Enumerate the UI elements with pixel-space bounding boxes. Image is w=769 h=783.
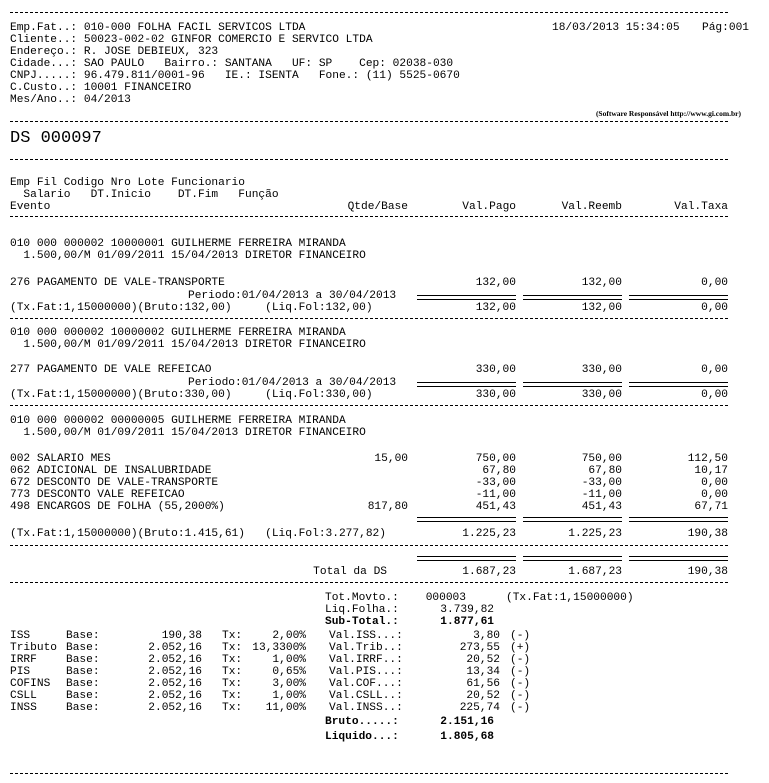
tax-val: 225,74 — [459, 702, 500, 714]
tax-base: 2.052,16 — [148, 702, 202, 714]
double-rule — [523, 556, 622, 561]
employee-line: 010 000 000002 10000002 GUILHERME FERREIRA MIRANDA — [10, 327, 346, 339]
tax-tx: 11,00% — [265, 702, 306, 714]
bottom-divider — [10, 773, 728, 774]
event-name: 277 PAGAMENTO DE VALE REFEICAO — [10, 364, 212, 376]
tax-name: PIS — [10, 666, 31, 678]
event-name: 276 PAGAMENTO DE VALE-TRANSPORTE — [10, 277, 225, 289]
liq-folha-value: 3.739,82 — [440, 604, 494, 616]
event-reemb: 451,43 — [581, 501, 622, 513]
tax-name: CSLL — [10, 690, 37, 702]
total-taxa: 190,38 — [687, 528, 728, 540]
tax-tx: 1,00% — [272, 654, 306, 666]
double-rule — [629, 517, 728, 522]
event-reemb: -11,00 — [581, 489, 622, 501]
tax-tx: 1,00% — [272, 690, 306, 702]
double-rule — [523, 295, 622, 300]
event-pago: 132,00 — [475, 277, 516, 289]
page-number: Pág:001 — [702, 22, 749, 34]
event-taxa: 0,00 — [701, 477, 728, 489]
tax-val: 3,80 — [473, 630, 500, 642]
total-taxa: 0,00 — [701, 389, 728, 401]
total-ds-reemb: 1.687,23 — [568, 566, 622, 578]
top-divider — [10, 12, 728, 13]
double-rule — [417, 517, 516, 522]
block-summary: (Tx.Fat:1,15000000)(Bruto:132,00) (Liq.Fol:132,00) — [10, 302, 373, 314]
tax-sign: (-) — [510, 630, 531, 642]
tax-tx-label: Tx: — [222, 654, 243, 666]
total-taxa: 0,00 — [701, 302, 728, 314]
event-taxa: 0,00 — [701, 489, 728, 501]
divider — [10, 216, 728, 217]
period-line: Periodo:01/04/2013 a 30/04/2013 — [188, 290, 397, 302]
col-header-taxa: Val.Taxa — [674, 201, 728, 213]
total-reemb: 132,00 — [581, 302, 622, 314]
event-reemb: 67,80 — [588, 465, 622, 477]
double-rule — [523, 382, 622, 387]
event-reemb: 330,00 — [581, 364, 622, 376]
emp-fat-line: Emp.Fat..: 010-000 FOLHA FACIL SERVICOS LTDA — [10, 22, 306, 34]
total-ds-taxa: 190,38 — [687, 566, 728, 578]
tx-fat: (Tx.Fat:1,15000000) — [506, 592, 634, 604]
col-header-reemb: Val.Reemb — [561, 201, 622, 213]
tax-val: 20,52 — [466, 654, 500, 666]
tax-tx-label: Tx: — [222, 630, 243, 642]
tax-base: 2.052,16 — [148, 654, 202, 666]
tax-tx-label: Tx: — [222, 690, 243, 702]
tax-base: 2.052,16 — [148, 690, 202, 702]
double-rule — [417, 295, 516, 300]
tax-sign: (-) — [510, 702, 531, 714]
event-pago: 330,00 — [475, 364, 516, 376]
subtotal-label: Sub-Total.: — [325, 616, 399, 628]
event-pago: -33,00 — [475, 477, 516, 489]
double-rule — [417, 556, 516, 561]
event-taxa: 0,00 — [701, 277, 728, 289]
tax-vlabel: Val.INSS..: — [329, 702, 403, 714]
salary-line: 1.500,00/M 01/09/2011 15/04/2013 DIRETOR FINANCEIRO — [10, 250, 366, 262]
tax-name: IRRF — [10, 654, 37, 666]
col-header-evento: Evento — [10, 201, 51, 213]
col-header-qtde: Qtde/Base — [347, 201, 408, 213]
tax-tx-label: Tx: — [222, 702, 243, 714]
event-reemb: -33,00 — [581, 477, 622, 489]
col-header-line2: Salario DT.Inicio DT.Fim Função — [10, 189, 279, 201]
event-reemb: 750,00 — [581, 453, 622, 465]
liq-folha-label: Liq.Folha.: — [325, 604, 399, 616]
liquido-label: Liquido...: — [325, 731, 399, 743]
total-reemb: 1.225,23 — [568, 528, 622, 540]
tax-base-label: Base: — [66, 702, 100, 714]
event-taxa: 0,00 — [701, 364, 728, 376]
tax-name: COFINS — [10, 678, 51, 690]
event-taxa: 67,71 — [694, 501, 728, 513]
block-summary: (Tx.Fat:1,15000000)(Bruto:330,00) (Liq.Fol:330,00) — [10, 389, 373, 401]
bruto-label: Bruto.....: — [325, 716, 399, 728]
tax-val: 20,52 — [466, 690, 500, 702]
tax-base: 2.052,16 — [148, 642, 202, 654]
tax-sign: (+) — [510, 642, 531, 654]
employee-line: 010 000 000002 00000005 GUILHERME FERREIRA MIRANDA — [10, 415, 346, 427]
cost-center-line: C.Custo..: 10001 FINANCEIRO — [10, 82, 192, 94]
report-datetime: 18/03/2013 15:34:05 — [552, 22, 680, 34]
tax-base-label: Base: — [66, 666, 100, 678]
subtotal-value: 1.877,61 — [440, 616, 494, 628]
divider — [10, 405, 728, 406]
city-line: Cidade...: SAO PAULO Bairro.: SANTANA UF: SP Cep: 02038-030 — [10, 58, 454, 70]
tax-sign: (-) — [510, 690, 531, 702]
total-ds-pago: 1.687,23 — [462, 566, 516, 578]
tax-tx: 2,00% — [272, 630, 306, 642]
event-name: 672 DESCONTO DE VALE-TRANSPORTE — [10, 477, 219, 489]
tax-sign: (-) — [510, 678, 531, 690]
double-rule — [417, 382, 516, 387]
tax-base: 2.052,16 — [148, 666, 202, 678]
cnpj-line: CNPJ.....: 96.479.811/0001-96 IE.: ISENTA Fone.: (11) 5525-0670 — [10, 70, 460, 82]
double-rule — [629, 556, 728, 561]
tax-sign: (-) — [510, 654, 531, 666]
tax-tx: 13,3300% — [252, 642, 306, 654]
salary-line: 1.500,00/M 01/09/2011 15/04/2013 DIRETOR FINANCEIRO — [10, 427, 366, 439]
double-rule — [629, 295, 728, 300]
tax-vlabel: Val.COF...: — [329, 678, 403, 690]
employee-line: 010 000 000002 10000001 GUILHERME FERREIRA MIRANDA — [10, 238, 346, 250]
tax-val: 13,34 — [466, 666, 500, 678]
tax-base: 2.052,16 — [148, 678, 202, 690]
total-pago: 132,00 — [475, 302, 516, 314]
event-pago: 67,80 — [482, 465, 516, 477]
doc-title: DS 000097 — [10, 129, 102, 148]
col-header-line1: Emp Fil Codigo Nro Lote Funcionario — [10, 177, 245, 189]
period-line: Periodo:01/04/2013 a 30/04/2013 — [188, 377, 397, 389]
tax-vlabel: Val.PIS...: — [329, 666, 403, 678]
tax-base-label: Base: — [66, 642, 100, 654]
tax-base-label: Base: — [66, 630, 100, 642]
month-year-line: Mes/Ano..: 04/2013 — [10, 94, 131, 106]
event-name: 773 DESCONTO VALE REFEICAO — [10, 489, 185, 501]
tax-vlabel: Val.CSLL..: — [329, 690, 403, 702]
event-name: 062 ADICIONAL DE INSALUBRIDADE — [10, 465, 212, 477]
tot-movto: Tot.Movto.: 000003 — [325, 592, 466, 604]
double-rule — [523, 517, 622, 522]
event-name: 498 ENCARGOS DE FOLHA (55,2000%) — [10, 501, 225, 513]
divider — [10, 582, 728, 583]
total-pago: 330,00 — [475, 389, 516, 401]
total-pago: 1.225,23 — [462, 528, 516, 540]
tax-tx: 3,00% — [272, 678, 306, 690]
double-rule — [629, 382, 728, 387]
salary-line: 1.500,00/M 01/09/2011 15/04/2013 DIRETOR FINANCEIRO — [10, 339, 366, 351]
tax-tx-label: Tx: — [222, 642, 243, 654]
liquido-value: 1.805,68 — [440, 731, 494, 743]
tax-base-label: Base: — [66, 678, 100, 690]
tax-tx: 0,65% — [272, 666, 306, 678]
tax-name: Tributo — [10, 642, 57, 654]
divider — [10, 159, 728, 160]
block-summary: (Tx.Fat:1,15000000)(Bruto:1.415,61) (Liq.Fol:3.277,82) — [10, 528, 386, 540]
address-line: Endereço.: R. JOSE DEBIEUX, 323 — [10, 46, 219, 58]
tax-vlabel: Val.Trib..: — [329, 642, 403, 654]
tax-val: 273,55 — [459, 642, 500, 654]
event-name: 002 SALARIO MES — [10, 453, 111, 465]
event-pago: -11,00 — [475, 489, 516, 501]
col-header-pago: Val.Pago — [462, 201, 516, 213]
divider — [10, 545, 728, 546]
total-ds-label: Total da DS — [313, 566, 387, 578]
tax-base-label: Base: — [66, 690, 100, 702]
tax-tx-label: Tx: — [222, 666, 243, 678]
tax-sign: (-) — [510, 666, 531, 678]
tax-tx-label: Tx: — [222, 678, 243, 690]
event-pago: 451,43 — [475, 501, 516, 513]
bruto-value: 2.151,16 — [440, 716, 494, 728]
event-qtde: 817,80 — [367, 501, 408, 513]
tax-base-label: Base: — [66, 654, 100, 666]
tax-val: 61,56 — [466, 678, 500, 690]
tax-vlabel: Val.IRRF..: — [329, 654, 403, 666]
software-credit: (Software Responsável http://www.gi.com.br) — [595, 109, 741, 118]
divider — [10, 318, 728, 319]
total-reemb: 330,00 — [581, 389, 622, 401]
tax-base: 190,38 — [161, 630, 202, 642]
tax-name: INSS — [10, 702, 37, 714]
client-line: Cliente..: 50023-002-02 GINFOR COMERCIO E SERVICO LTDA — [10, 34, 373, 46]
event-taxa: 10,17 — [694, 465, 728, 477]
tax-name: ISS — [10, 630, 31, 642]
divider — [10, 121, 728, 122]
event-reemb: 132,00 — [581, 277, 622, 289]
event-pago: 750,00 — [475, 453, 516, 465]
tax-vlabel: Val.ISS...: — [329, 630, 403, 642]
event-taxa: 112,50 — [687, 453, 728, 465]
event-qtde: 15,00 — [374, 453, 408, 465]
